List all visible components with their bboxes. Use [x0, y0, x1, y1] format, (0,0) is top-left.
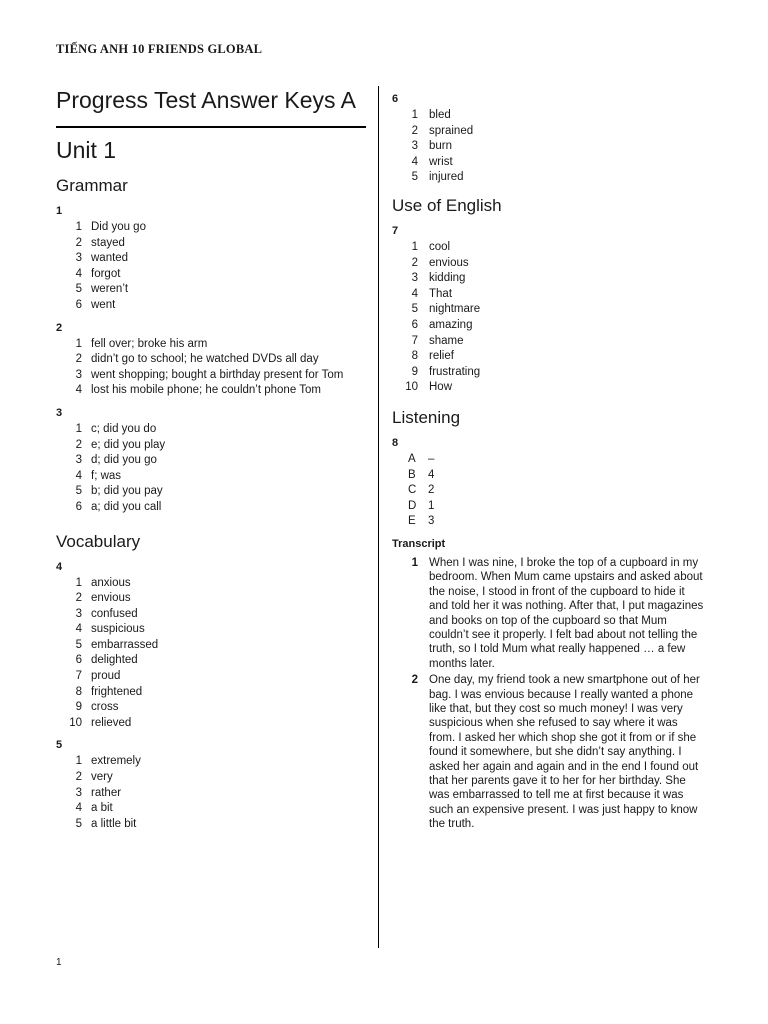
exercise-number: 5	[56, 739, 63, 752]
answer-item	[56, 337, 366, 353]
item-answer: c; did you do	[91, 422, 157, 435]
item-number: 10	[69, 716, 82, 729]
item-answer: didn’t go to school; he watched DVDs all day	[91, 353, 319, 366]
unit-title: Unit 1	[56, 137, 117, 163]
answer-item	[56, 453, 366, 469]
item-answer: Did you go	[91, 221, 146, 233]
item-answer: kidding	[429, 272, 466, 285]
item-answer: burn	[429, 140, 453, 153]
item-answer: frightened	[91, 685, 143, 698]
column-divider	[378, 86, 379, 948]
item-number: 1	[75, 576, 82, 589]
item-number: 2	[75, 353, 82, 366]
answer-item	[392, 334, 722, 350]
paragraph-text: When I was nine, I broke the top of a cupboard in my bedroom. When Mum came upstairs and asked about the noise, I stood in front of the cupboard to hide it and told her it was nothing. After that, I put magazines and books on top of the cupboard so that Mum couldn’t see it properly. I felt bad about not telling the truth, so I told Mum what really happened … a few months later.	[429, 556, 704, 670]
item-answer: a; did you call	[91, 500, 162, 513]
item-number: 5	[411, 303, 418, 316]
item-number: C	[408, 484, 417, 497]
item-answer: extremely	[91, 755, 141, 768]
exercise	[56, 738, 366, 832]
item-number: A	[408, 452, 416, 465]
exercise-number: 7	[392, 224, 399, 237]
section-title-use-of-english: Use of English	[392, 195, 502, 215]
answer-item	[56, 591, 366, 607]
paragraph-number: 1	[411, 556, 418, 569]
answer-item	[56, 469, 366, 485]
item-number: 4	[75, 469, 82, 482]
answer-item	[56, 383, 366, 399]
section-title-listening: Listening	[392, 407, 461, 427]
item-answer: anxious	[91, 576, 131, 589]
exercise-number: 1	[56, 205, 63, 217]
item-answer: stayed	[91, 236, 125, 249]
item-answer: rather	[91, 786, 122, 799]
item-number: 10	[405, 381, 418, 394]
exercise-number: 4	[56, 560, 63, 573]
exercise	[56, 321, 366, 399]
item-answer: weren’t	[91, 283, 129, 296]
item-number: 4	[75, 384, 82, 397]
item-number: 3	[75, 607, 82, 620]
item-number: 8	[411, 350, 418, 363]
answer-item	[392, 240, 722, 256]
answer-item	[392, 108, 722, 124]
item-answer: d; did you go	[91, 454, 157, 467]
answer-item	[392, 318, 722, 334]
item-answer: a little bit	[91, 817, 137, 830]
item-number: 7	[411, 334, 418, 347]
item-answer: lost his mobile phone; he couldn’t phone Tom	[91, 384, 321, 397]
item-number: 4	[75, 267, 82, 280]
answer-list	[392, 240, 722, 396]
item-answer: delighted	[91, 654, 138, 667]
item-number: 4	[411, 155, 418, 168]
item-answer: a bit	[91, 802, 113, 815]
item-number: D	[408, 499, 417, 512]
item-number: 5	[75, 817, 82, 830]
item-number: 4	[75, 802, 82, 815]
answer-item	[56, 817, 366, 833]
exercise	[56, 204, 366, 314]
item-number: 8	[75, 685, 82, 698]
grammar-exercises	[56, 204, 366, 516]
item-answer: went	[91, 298, 116, 311]
title-rule	[56, 126, 366, 128]
item-answer: frustrating	[429, 365, 481, 378]
item-answer: 3	[428, 515, 435, 528]
exercise-6	[392, 92, 722, 186]
item-answer: envious	[429, 256, 469, 269]
item-number: 2	[75, 771, 82, 784]
item-number: 7	[75, 670, 82, 683]
right-column	[392, 92, 722, 834]
item-answer: relief	[429, 350, 454, 363]
answer-item	[392, 139, 722, 155]
answer-item	[56, 220, 366, 236]
item-number: 1	[75, 337, 82, 350]
answer-item	[392, 155, 722, 171]
answer-item	[56, 638, 366, 654]
answer-item	[392, 256, 722, 272]
item-number: 5	[75, 283, 82, 296]
item-answer: embarrassed	[91, 638, 159, 651]
answer-item	[392, 302, 722, 318]
answer-item	[56, 368, 366, 384]
item-number: 2	[411, 124, 418, 137]
item-answer: proud	[91, 670, 121, 683]
item-answer: 1	[428, 499, 435, 512]
answer-item	[392, 271, 722, 287]
item-answer: 2	[428, 484, 435, 497]
answer-item	[56, 801, 366, 817]
item-number: 3	[75, 252, 82, 265]
item-number: 1	[75, 755, 82, 768]
answer-item	[392, 380, 722, 396]
answer-item	[56, 669, 366, 685]
item-answer: shame	[429, 334, 464, 347]
answer-item	[56, 607, 366, 623]
exercise-7	[392, 224, 722, 396]
item-answer: cool	[429, 240, 451, 253]
section-title-vocabulary: Vocabulary	[56, 531, 141, 551]
answer-item	[392, 124, 722, 140]
transcript-paragraph	[392, 556, 722, 671]
transcript-paragraph	[392, 673, 722, 831]
item-answer: How	[429, 381, 453, 394]
answer-list	[392, 452, 722, 530]
item-number: E	[408, 515, 416, 528]
item-answer: envious	[91, 592, 131, 605]
answer-item	[392, 452, 722, 468]
answer-item	[392, 365, 722, 381]
item-number: 6	[411, 318, 418, 331]
page-title: Progress Test Answer Keys A	[56, 87, 356, 113]
item-number: 5	[411, 171, 418, 184]
item-answer: went shopping; bought a birthday present for Tom	[91, 368, 344, 381]
item-number: 6	[75, 500, 82, 513]
item-number: 3	[75, 786, 82, 799]
item-number: 2	[75, 592, 82, 605]
answer-item	[392, 170, 722, 186]
item-number: 3	[75, 454, 82, 467]
answer-item	[392, 499, 722, 515]
item-answer: cross	[91, 701, 119, 714]
item-number: 6	[75, 298, 82, 311]
item-answer: –	[428, 452, 435, 465]
item-answer: relieved	[91, 716, 132, 729]
item-number: 6	[75, 654, 82, 667]
answer-item	[392, 514, 722, 530]
answer-item	[56, 500, 366, 516]
item-answer: wrist	[429, 155, 453, 168]
answer-item	[56, 422, 366, 438]
answer-item	[56, 700, 366, 716]
exercise	[56, 406, 366, 516]
answer-item	[56, 754, 366, 770]
exercise	[56, 560, 366, 732]
page-number: 1	[56, 957, 62, 968]
transcript-label: Transcript	[392, 537, 446, 550]
item-number: 1	[75, 422, 82, 435]
paragraph-text: One day, my friend took a new smartphone out of her bag. I was envious because I really wanted a phone like that, but they cost so much money! I was very suspicious when she refused to say where it was from. I asked her which shop she got it from or if she found it somewhere, but she didn’t say anything. I asked her again and again and in the end I found out that her parents gave it to her for her birthday. She was embarrassed to tell me at first because it was such an expensive present. I was just happy to know the truth.	[429, 674, 700, 831]
transcript	[392, 556, 722, 832]
item-number: 4	[411, 287, 418, 300]
answer-item	[56, 438, 366, 454]
answer-item	[56, 576, 366, 592]
paragraph-number: 2	[411, 674, 418, 687]
item-answer: amazing	[429, 318, 473, 331]
answer-item	[56, 685, 366, 701]
item-number: 5	[75, 485, 82, 498]
exercise-number: 8	[392, 436, 399, 449]
item-number: 1	[75, 221, 82, 233]
answer-item	[56, 236, 366, 252]
item-answer: That	[429, 287, 453, 300]
item-number: 3	[75, 368, 82, 381]
item-answer: very	[91, 771, 113, 784]
left-column	[56, 86, 366, 839]
item-number: 2	[75, 236, 82, 249]
section-title-grammar: Grammar	[56, 176, 128, 195]
answer-item	[56, 770, 366, 786]
answer-item	[392, 468, 722, 484]
item-answer: suspicious	[91, 623, 145, 636]
item-number: 1	[411, 109, 418, 121]
item-number: 4	[75, 623, 82, 636]
item-answer: confused	[91, 607, 138, 620]
answer-item	[392, 349, 722, 365]
item-answer: fell over; broke his arm	[91, 337, 208, 350]
item-number: B	[408, 468, 416, 481]
answer-item	[56, 622, 366, 638]
item-answer: sprained	[429, 124, 474, 137]
answer-item	[56, 298, 366, 314]
item-number: 9	[411, 365, 418, 378]
answer-item	[56, 267, 366, 283]
answer-item	[56, 251, 366, 267]
item-answer: b; did you pay	[91, 485, 163, 498]
item-answer: f; was	[91, 469, 122, 482]
document-header: TIẾNG ANH 10 FRIENDS GLOBAL	[56, 42, 263, 56]
item-number: 2	[75, 438, 82, 451]
item-number: 1	[411, 240, 418, 253]
answer-list	[392, 108, 722, 186]
item-number: 5	[75, 638, 82, 651]
answer-item	[56, 484, 366, 500]
vocabulary-exercises	[56, 560, 366, 833]
item-answer: injured	[429, 171, 464, 184]
item-answer: wanted	[91, 252, 129, 265]
answer-item	[56, 352, 366, 368]
item-answer: e; did you play	[91, 438, 166, 451]
exercise-number: 6	[392, 93, 399, 105]
answer-item	[392, 287, 722, 303]
answer-item	[56, 282, 366, 298]
answer-item	[392, 483, 722, 499]
item-number: 3	[411, 272, 418, 285]
item-answer: 4	[428, 468, 435, 481]
answer-item	[56, 653, 366, 669]
answer-item	[56, 786, 366, 802]
exercise-number: 2	[56, 321, 63, 334]
item-number: 9	[75, 701, 82, 714]
item-answer: nightmare	[429, 303, 481, 316]
item-number: 2	[411, 256, 418, 269]
answer-item	[56, 716, 366, 732]
item-answer: forgot	[91, 267, 121, 280]
exercise-8	[392, 436, 722, 530]
exercise-number: 3	[56, 406, 63, 419]
item-answer: bled	[429, 109, 451, 121]
item-number: 3	[411, 140, 418, 153]
